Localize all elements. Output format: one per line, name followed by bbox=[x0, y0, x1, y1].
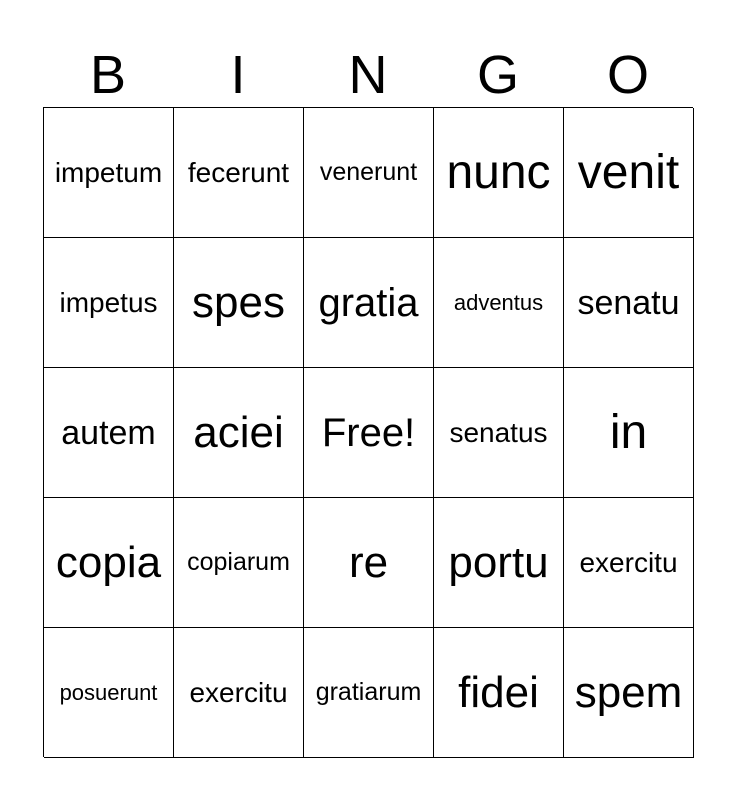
bingo-cell[interactable]: nunc bbox=[434, 108, 564, 238]
bingo-cell[interactable]: portu bbox=[434, 498, 564, 628]
header-letter-n: N bbox=[348, 45, 388, 105]
bingo-cell[interactable]: venerunt bbox=[304, 108, 434, 238]
bingo-cell[interactable]: senatus bbox=[434, 368, 564, 498]
bingo-board bbox=[43, 107, 693, 757]
bingo-cell[interactable]: posuerunt bbox=[44, 628, 174, 758]
bingo-cell[interactable]: impetum bbox=[44, 108, 174, 238]
header-letter-o: O bbox=[606, 45, 649, 105]
bingo-cell[interactable]: adventus bbox=[434, 238, 564, 368]
bingo-cell[interactable]: aciei bbox=[174, 368, 304, 498]
bingo-cell[interactable]: fecerunt bbox=[174, 108, 304, 238]
bingo-cell[interactable]: exercitu bbox=[174, 628, 304, 758]
bingo-cell[interactable]: senatu bbox=[564, 238, 694, 368]
bingo-cell[interactable]: exercitu bbox=[564, 498, 694, 628]
bingo-cell[interactable]: autem bbox=[44, 368, 174, 498]
bingo-cell[interactable]: fidei bbox=[434, 628, 564, 758]
bingo-cell[interactable]: copia bbox=[44, 498, 174, 628]
header-letter-b: B bbox=[89, 45, 127, 105]
bingo-header bbox=[43, 44, 693, 106]
bingo-cell[interactable]: impetus bbox=[44, 238, 174, 368]
bingo-cell[interactable]: spem bbox=[564, 628, 694, 758]
bingo-cell[interactable]: copiarum bbox=[174, 498, 304, 628]
bingo-cell[interactable]: re bbox=[304, 498, 434, 628]
bingo-cell[interactable]: gratiarum bbox=[304, 628, 434, 758]
bingo-cell[interactable]: gratia bbox=[304, 238, 434, 368]
bingo-cell[interactable]: in bbox=[564, 368, 694, 498]
bingo-cell[interactable]: venit bbox=[564, 108, 694, 238]
free-space-cell[interactable]: Free! bbox=[304, 368, 434, 498]
bingo-cell[interactable]: spes bbox=[174, 238, 304, 368]
header-letter-g: G bbox=[476, 45, 519, 105]
header-letter-i: I bbox=[230, 45, 246, 105]
